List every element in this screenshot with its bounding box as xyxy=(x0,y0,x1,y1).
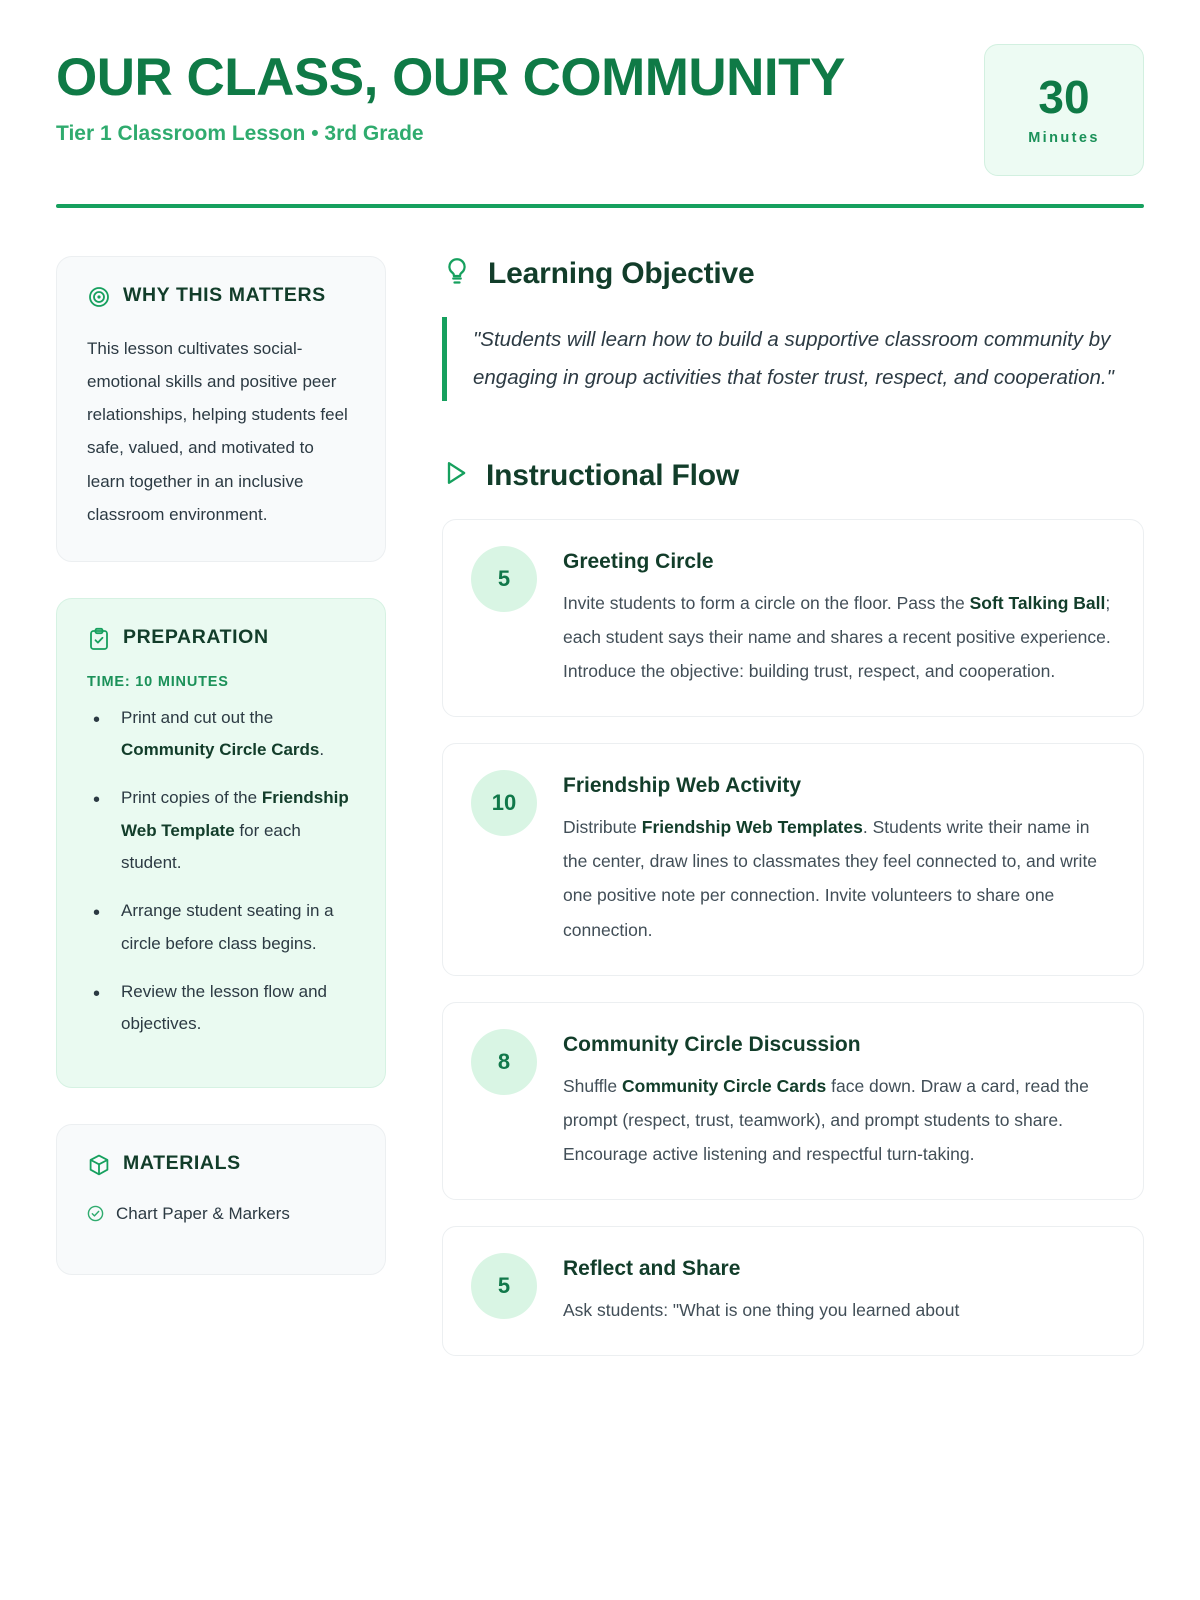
flow-step xyxy=(442,519,1144,717)
flow-step-text xyxy=(563,1069,1113,1171)
flow-title: Instructional Flow xyxy=(486,458,740,492)
text-part: ; each student says their name and shares a recent positive experience. Introduce the objective: building trust, respect, and cooperation. xyxy=(563,592,1111,682)
why-this-matters-card xyxy=(56,256,386,562)
materials-card xyxy=(56,1124,386,1275)
header-divider xyxy=(56,204,1144,208)
flow-step-title: Friendship Web Activity xyxy=(563,774,802,798)
material-label: Chart Paper & Markers xyxy=(116,1203,290,1223)
flow-step-title: Community Circle Discussion xyxy=(563,1032,861,1056)
check-circle-icon xyxy=(87,1203,104,1230)
prep-item-bold: Friendship Web Template xyxy=(121,788,349,840)
flow-step-minutes: 8 xyxy=(471,1029,537,1095)
materials-card-title: MATERIALS xyxy=(123,1151,241,1174)
text-part-bold: Community Circle Cards xyxy=(622,1075,827,1096)
flow-step-text xyxy=(563,1293,1113,1327)
text-part: Invite students to form a circle on the floor. Pass the xyxy=(563,592,970,613)
text-part: face down. Draw a card, read the prompt (respect, trust, teamwork), and prompt students to share. Encourage active listening and respectful turn-taking. xyxy=(563,1075,1089,1164)
header-text-group xyxy=(56,44,845,146)
prep-item-bold: Community Circle Cards xyxy=(121,740,320,760)
prep-item-post: . xyxy=(319,740,325,760)
flow-step-body xyxy=(563,770,1113,947)
box-icon xyxy=(87,1153,111,1182)
preparation-card-header xyxy=(87,625,355,656)
list-item xyxy=(87,1200,355,1230)
list-item xyxy=(87,702,355,767)
page-title: OUR CLASS, OUR COMMUNITY xyxy=(56,48,845,107)
text-part-bold: Soft Talking Ball xyxy=(969,592,1106,613)
materials-list xyxy=(87,1200,355,1230)
text-part-bold: Friendship Web Templates xyxy=(641,817,863,838)
text-part: Shuffle xyxy=(563,1075,623,1096)
flow-step-title: Greeting Circle xyxy=(563,549,714,573)
list-item xyxy=(87,782,355,879)
text-part: Distribute xyxy=(563,817,642,838)
play-triangle-icon xyxy=(442,459,470,492)
list-item xyxy=(87,895,355,960)
text-part: Ask students: "What is one thing you learned about xyxy=(563,1300,960,1321)
sidebar xyxy=(56,256,386,1382)
prep-item-pre: Review the lesson flow and objectives. xyxy=(121,981,328,1034)
flow-step-text xyxy=(563,810,1113,947)
clipboard-check-icon xyxy=(87,627,111,656)
lightbulb-icon xyxy=(442,256,472,291)
flow-step xyxy=(442,1226,1144,1356)
text-part: . Students write their name in the center, draw lines to classmates they feel connected to, and write one positive note per connection. Invite volunteers to share one connection. xyxy=(563,817,1098,940)
prep-item-pre: Print copies of the xyxy=(121,788,262,808)
materials-card-header xyxy=(87,1151,355,1182)
flow-step-body xyxy=(563,546,1113,688)
why-card-title: WHY THIS MATTERS xyxy=(123,284,326,306)
target-icon xyxy=(87,285,111,314)
preparation-list xyxy=(87,702,355,1041)
flow-step-body xyxy=(563,1029,1113,1171)
flow-step-title: Reflect and Share xyxy=(563,1257,741,1281)
prep-item-post: for each student. xyxy=(121,820,301,873)
page-subtitle: Tier 1 Classroom Lesson • 3rd Grade xyxy=(56,121,424,145)
main-content xyxy=(442,256,1144,1382)
flow-step xyxy=(442,1002,1144,1200)
flow-step-minutes: 10 xyxy=(471,770,537,836)
flow-step-minutes: 5 xyxy=(471,1253,537,1319)
duration-unit: Minutes xyxy=(1028,130,1100,146)
preparation-time-label: TIME: 10 MINUTES xyxy=(87,673,229,690)
flow-section-header xyxy=(442,459,1144,493)
preparation-card-title: PREPARATION xyxy=(123,625,269,648)
objective-quote: "Students will learn how to build a supportive classroom community by engaging in group activities that foster trust, respect, and cooperation." xyxy=(442,317,1144,401)
flow-step-minutes: 5 xyxy=(471,546,537,612)
duration-value: 30 xyxy=(1038,71,1090,123)
objective-section-header xyxy=(442,256,1144,291)
flow-step-text xyxy=(563,586,1113,688)
prep-item-pre: Arrange student seating in a circle before class begins. xyxy=(121,901,334,953)
page-body xyxy=(56,256,1144,1382)
page-header xyxy=(56,44,1144,176)
list-item xyxy=(87,976,355,1041)
preparation-card xyxy=(56,598,386,1088)
why-card-header xyxy=(87,283,355,314)
flow-step-body xyxy=(563,1253,1113,1327)
duration-badge xyxy=(984,44,1144,176)
why-card-text: This lesson cultivates social-emotional skills and positive peer relationships, helping students feel safe, valued, and motivated to learn together in an inclusive classroom environment. xyxy=(87,339,348,524)
flow-step xyxy=(442,743,1144,976)
prep-item-pre: Print and cut out the xyxy=(121,707,274,727)
objective-title: Learning Objective xyxy=(488,256,755,290)
